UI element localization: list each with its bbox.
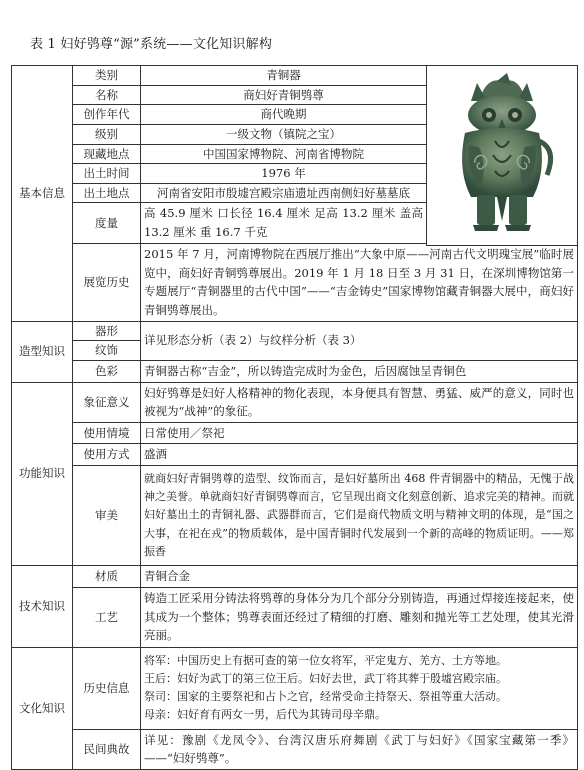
label-pattern: 纹饰 bbox=[73, 341, 141, 361]
label-exhibition-history: 展览历史 bbox=[73, 243, 141, 321]
label-usage-method: 使用方式 bbox=[73, 444, 141, 466]
history-line-priest: 祭司：国家的主要祭祀和占卜之官，经常受命主持祭天、祭祖等重大活动。 bbox=[144, 690, 507, 704]
label-folk-tales: 民间典故 bbox=[73, 729, 141, 769]
owl-zun-image bbox=[427, 66, 578, 246]
label-location: 现藏地点 bbox=[73, 144, 141, 164]
value-excavation-site: 河南省安阳市殷墟宫殿宗庙遗址西南侧妇好墓墓底 bbox=[141, 183, 427, 203]
value-material: 青铜合金 bbox=[141, 566, 578, 588]
label-usage-context: 使用情境 bbox=[73, 422, 141, 444]
history-line-general: 将军：中国历史上有据可查的第一位女将军，平定鬼方、羌方、土方等地。 bbox=[144, 654, 507, 668]
value-aesthetic: 就商妇好青铜鸮尊的造型、纹饰而言，是妇好墓所出 468 件青铜器中的精品，无愧于战神之美誉。单就商妇好青铜鸮尊而言，它呈现出商文化刻意创新、追求完美的精神。而就妇好墓出土的青铜礼器、武器群而言，它们是商代物质文明与精神文明的体现，是“国之大事，在祀在戎”的物质载体，是中国青铜时代发展到一个新的高峰的物质证明。——郑振香 bbox=[141, 466, 578, 566]
value-form-pattern: 详见形态分析（表 2）与纹样分析（表 3） bbox=[141, 321, 578, 360]
table-caption: 表 1 妇好鸮尊“源”系统——文化知识解构 bbox=[30, 37, 273, 52]
value-excavation-year: 1976 年 bbox=[141, 164, 427, 184]
label-category: 类别 bbox=[73, 66, 141, 86]
value-era: 商代晚期 bbox=[141, 105, 427, 125]
history-line-queen: 王后：妇好为武丁的第三位王后。妇好去世，武丁将其葬于殷墟宫殿宗庙。 bbox=[144, 672, 507, 686]
section-basic-info: 基本信息 bbox=[12, 66, 73, 322]
value-usage-method: 盛酒 bbox=[141, 444, 578, 466]
label-form: 器形 bbox=[73, 321, 141, 341]
value-location: 中国国家博物院、河南省博物院 bbox=[141, 144, 427, 164]
value-symbolic-meaning: 妇好鸮尊是妇好人格精神的物化表现，本身便具有智慧、勇猛、威严的意义，同时也被视为“战神”的象征。 bbox=[141, 382, 578, 422]
label-aesthetic: 审美 bbox=[73, 466, 141, 566]
value-category: 青铜器 bbox=[141, 66, 427, 86]
value-craft: 铸造工匠采用分铸法将鸮尊的身体分为几个部分分别铸造，再通过焊接连接起来，使其成为一个整体；鸮尊表面还经过了精细的打磨、雕刻和抛光等工艺处理，使其光滑亮丽。 bbox=[141, 587, 578, 647]
label-color: 色彩 bbox=[73, 360, 141, 382]
value-grade: 一级文物（镇院之宝） bbox=[141, 124, 427, 144]
label-craft: 工艺 bbox=[73, 587, 141, 647]
label-symbolic-meaning: 象征意义 bbox=[73, 382, 141, 422]
value-measurements: 高 45.9 厘米 口长径 16.4 厘米 足高 13.2 厘米 盖高 13.2 厘米 重 16.7 千克 bbox=[141, 203, 427, 243]
value-folk-tales: 详见：豫剧《龙凤令》、台湾汉唐乐府舞剧《武丁与妇好》《国家宝藏第一季》——“妇好鸮尊”。 bbox=[141, 729, 578, 769]
label-era: 创作年代 bbox=[73, 105, 141, 125]
section-shape-knowledge: 造型知识 bbox=[12, 321, 73, 382]
label-excavation-site: 出土地点 bbox=[73, 183, 141, 203]
value-history-info bbox=[141, 647, 578, 729]
label-measurements: 度量 bbox=[73, 203, 141, 243]
knowledge-table bbox=[11, 65, 578, 770]
history-line-mother: 母亲：妇好育有两女一男，后代为其铸司母辛鼎。 bbox=[144, 708, 386, 722]
section-function-knowledge: 功能知识 bbox=[12, 382, 73, 566]
section-culture-knowledge: 文化知识 bbox=[12, 647, 73, 769]
section-tech-knowledge: 技术知识 bbox=[12, 566, 73, 648]
value-name: 商妇好青铜鸮尊 bbox=[141, 85, 427, 105]
value-exhibition-history: 2015 年 7 月，河南博物院在西展厅推出“大象中原——河南古代文明瑰宝展”临时展览中，商妇好青铜鸮尊展出。2019 年 1 月 18 日至 3 月 31 日，在深圳博物馆第一专题展厅“青铜器里的古代中国”——“吉金铸史”国家博物馆藏青铜器大展中，商妇好青铜鸮尊展出。 bbox=[141, 243, 578, 321]
label-name: 名称 bbox=[73, 85, 141, 105]
label-grade: 级别 bbox=[73, 124, 141, 144]
value-usage-context: 日常使用／祭祀 bbox=[141, 422, 578, 444]
value-color: 青铜器古称“吉金”，所以铸造完成时为金色，后因腐蚀呈青铜色 bbox=[141, 360, 578, 382]
owl-zun-vessel-picture bbox=[437, 75, 567, 235]
label-excavation-year: 出土时间 bbox=[73, 164, 141, 184]
label-material: 材质 bbox=[73, 566, 141, 588]
label-history-info: 历史信息 bbox=[73, 647, 141, 729]
